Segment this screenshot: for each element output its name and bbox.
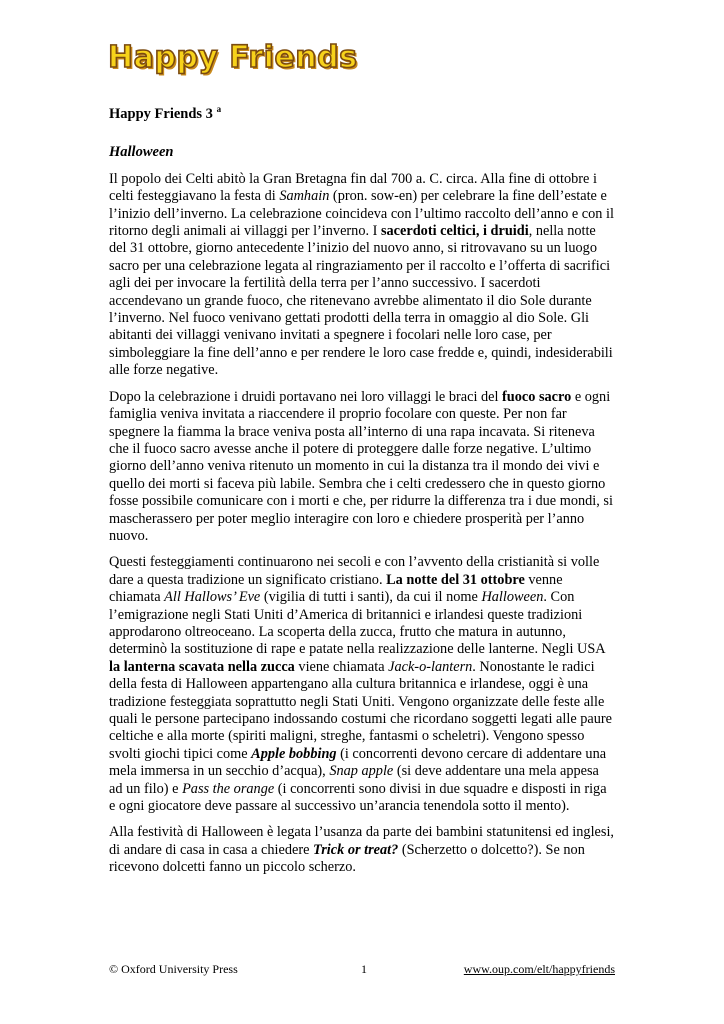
text-run: (vigilia di tutti i santi), da cui il nome — [260, 589, 482, 606]
italic-run: All Hallows’ Eve — [164, 589, 261, 606]
text-run: (si deve addentare una mela appesa ad un filo) e — [109, 763, 599, 797]
italic-run: Samhain — [279, 188, 330, 205]
copyright-text: © Oxford University Press — [109, 962, 238, 976]
bold-run: sacerdoti celtici, i druidi — [380, 223, 529, 240]
section-title: Halloween — [109, 143, 174, 160]
text-run: Alla festività di Halloween è legata l’usanza da parte dei bambini statunitensi ed inglesi, di andare di casa in casa a chiedere — [109, 824, 614, 858]
paragraph-3 — [109, 554, 615, 815]
bold-run: la lanterna scavata nella zucca — [109, 658, 295, 675]
text-run: Dopo la celebrazione i druidi portavano nei loro villaggi le braci del — [109, 388, 503, 405]
text-run: (pron. sow-en) per celebrare la fine dell’estate e l’inizio dell’inverno. La celebrazione coincideva con l’ultimo raccolto dell’anno e con il ritorno degli animali ai villaggi per l’inverno. I — [109, 188, 614, 240]
text-run: , nella notte del 31 ottobre, giorno antecedente l’inizio del nuovo anno, si ritrovavano su un luogo sacro per una celebrazione legata al ringraziamento per il raccolto e l’offerta di sacrifici agli dei per invocare la fertilità della terra per l’anno successivo. I sacerdoti accendevano un grande fuoco, che ritenevano avrebbe alimentato il dio Sole durante l’inverno. Nel fuoco venivano gettati prodotti della terra in omaggio al dio Sole. Gli abitanti dei villaggi venivano invitati a spegnere i focolari nelle loro case, per simboleggiare la fine dell’anno e per rendere le loro case fredde e, quindi, indesiderabili alle forze negative. — [109, 223, 613, 379]
page-number: 1 — [361, 962, 367, 976]
text-run: Questi festeggiamenti continuarono nei secoli e con l’avvento della cristianità si volle dare a questa tradizione un significato cristiano. — [109, 554, 600, 588]
document-title — [109, 100, 615, 123]
text-run: . Con l’emigrazione negli Stati Uniti d’America di britannici e irlandesi queste tradizioni approdarono oltreoceano. La scoperta della zucca, frutto che matura in autunno, determinò la sostituzione di rape e patate nella realizzazione delle lanterne. Negli USA — [109, 589, 605, 658]
italic-run: Pass the orange — [182, 780, 275, 797]
paragraph-1 — [109, 171, 615, 380]
text-run: venne chiamata — [109, 571, 563, 606]
footer-link[interactable]: www.oup.com/elt/happyfriends — [463, 962, 615, 976]
italic-run: Snap apple — [329, 763, 394, 780]
text-run: e ogni famiglia veniva invitata a riaccendere il proprio focolare con queste. Per non far spegnere la fiamma la brace veniva posta all’interno di una rapa incavata. Si riteneva che il fuoco sacro avesse anche il potere di proteggere dalle forze negative. L’ultimo giorno dell’anno veniva ritenuto un momento in cui la distanza tra il mondo dei vivi e quello dei morti si faceva più labile. Sembra che i celti credessero che in questo giorno fosse possibile comunicare con i morti e che, per ridurre la differenza tra i due mondi, si mascherassero per poter meglio interagire con loro e chiedere prosperità per l’anno nuovo. — [109, 388, 613, 544]
title-text: Happy Friends 3 — [109, 105, 213, 122]
text-run: Il popolo dei Celti abitò la Gran Bretagna fin dal 700 a. C. circa. Alla fine di ottobre i celti festeggiavano la festa di — [109, 170, 597, 205]
text-run: . Nonostante le radici della festa di Halloween appartengano alla cultura britannica e irlandese, oggi è una tradizione festeggiata soprattutto negli Stati Uniti. Vengono organizzate delle feste alle quali le persone partecipano indossando costumi che ricordano soggetti legati alle paure celtiche e alla morte (spiriti maligni, streghe, fantasmi o scheletri). Vengono spesso svolti giochi tipici come — [109, 658, 613, 762]
text-run: (i concorrenti sono divisi in due squadre e disposti in riga e ogni giocatore deve passare al successivo un’arancia tenendola sotto il mento). — [109, 780, 607, 815]
text-run: (Scherzetto o dolcetto?). Se non ricevono dolcetti fanno un piccolo scherzo. — [109, 841, 585, 876]
bold-italic-run: Trick or treat? — [313, 841, 399, 858]
bold-run: La notte del 31 ottobre — [386, 571, 525, 588]
text-run: viene chiamata — [294, 658, 389, 675]
document-body — [109, 100, 615, 877]
italic-run: Halloween — [481, 589, 544, 606]
bold-run: fuoco sacro — [502, 388, 572, 405]
title-superscript: a — [216, 104, 222, 114]
bold-italic-run: Apple bobbing — [251, 745, 337, 762]
text-run: (i concorrenti devono cercare di addentare una mela immersa in un secchio d’acqua), — [109, 745, 607, 780]
italic-run: Jack-o-lantern — [388, 658, 473, 675]
happy-friends-logo: Happy Friends — [108, 40, 358, 75]
paragraph-2 — [109, 389, 615, 546]
paragraph-4 — [109, 824, 615, 876]
